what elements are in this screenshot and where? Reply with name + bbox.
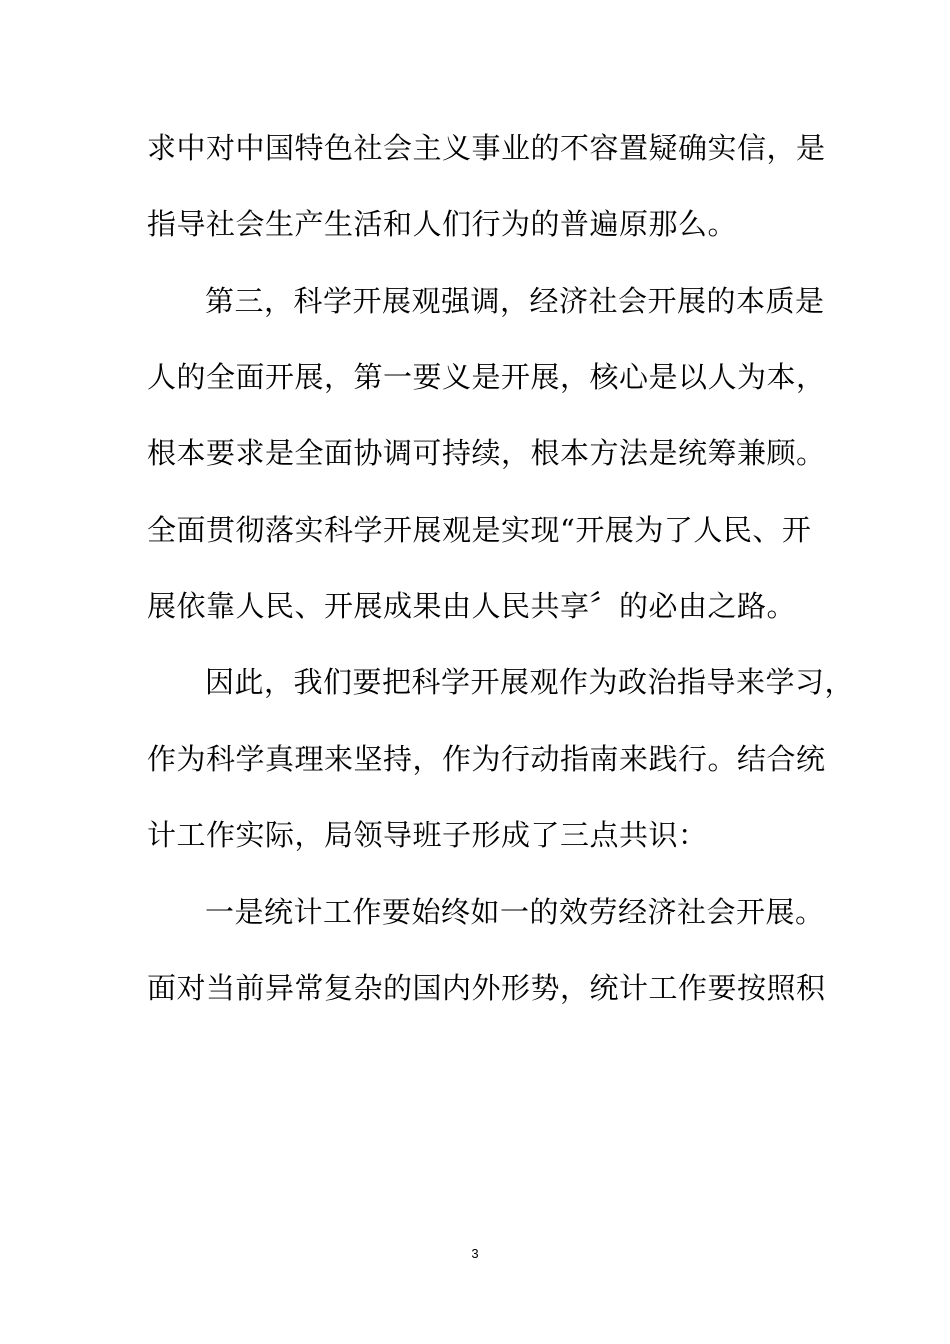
text-line-9: 作为科学真理来坚持，作为行动指南来践行。结合统 xyxy=(147,742,826,776)
text-line-3: 第三，科学开展观强调，经济社会开展的本质是 xyxy=(205,284,825,318)
page-number: 3 xyxy=(471,1246,479,1261)
text-line-10: 计工作实际，局领导班子形成了三点共识： xyxy=(147,818,708,852)
text-line-12: 面对当前异常复杂的国内外形势，统计工作要按照积 xyxy=(147,971,826,1005)
text-line-5: 根本要求是全面协调可持续，根本方法是统筹兼顾。 xyxy=(147,436,826,470)
text-line-11: 一是统计工作要始终如一的效劳经济社会开展。 xyxy=(205,895,825,929)
text-line-4: 人的全面开展，第一要义是开展，核心是以人为本， xyxy=(147,360,826,394)
text-line-2: 指导社会生产生活和人们行为的普遍原那么。 xyxy=(147,207,738,241)
text-line-6: 全面贯彻落实科学开展观是实现“开展为了人民、开 xyxy=(147,513,812,547)
text-line-8: 因此，我们要把科学开展观作为政治指导来学习， xyxy=(205,665,855,699)
text-line-7: 展依靠人民、开展成果由人民共享〞的必由之路。 xyxy=(147,589,797,623)
text-line-1: 求中对中国特色社会主义事业的不容置疑确实信，是 xyxy=(147,131,826,165)
